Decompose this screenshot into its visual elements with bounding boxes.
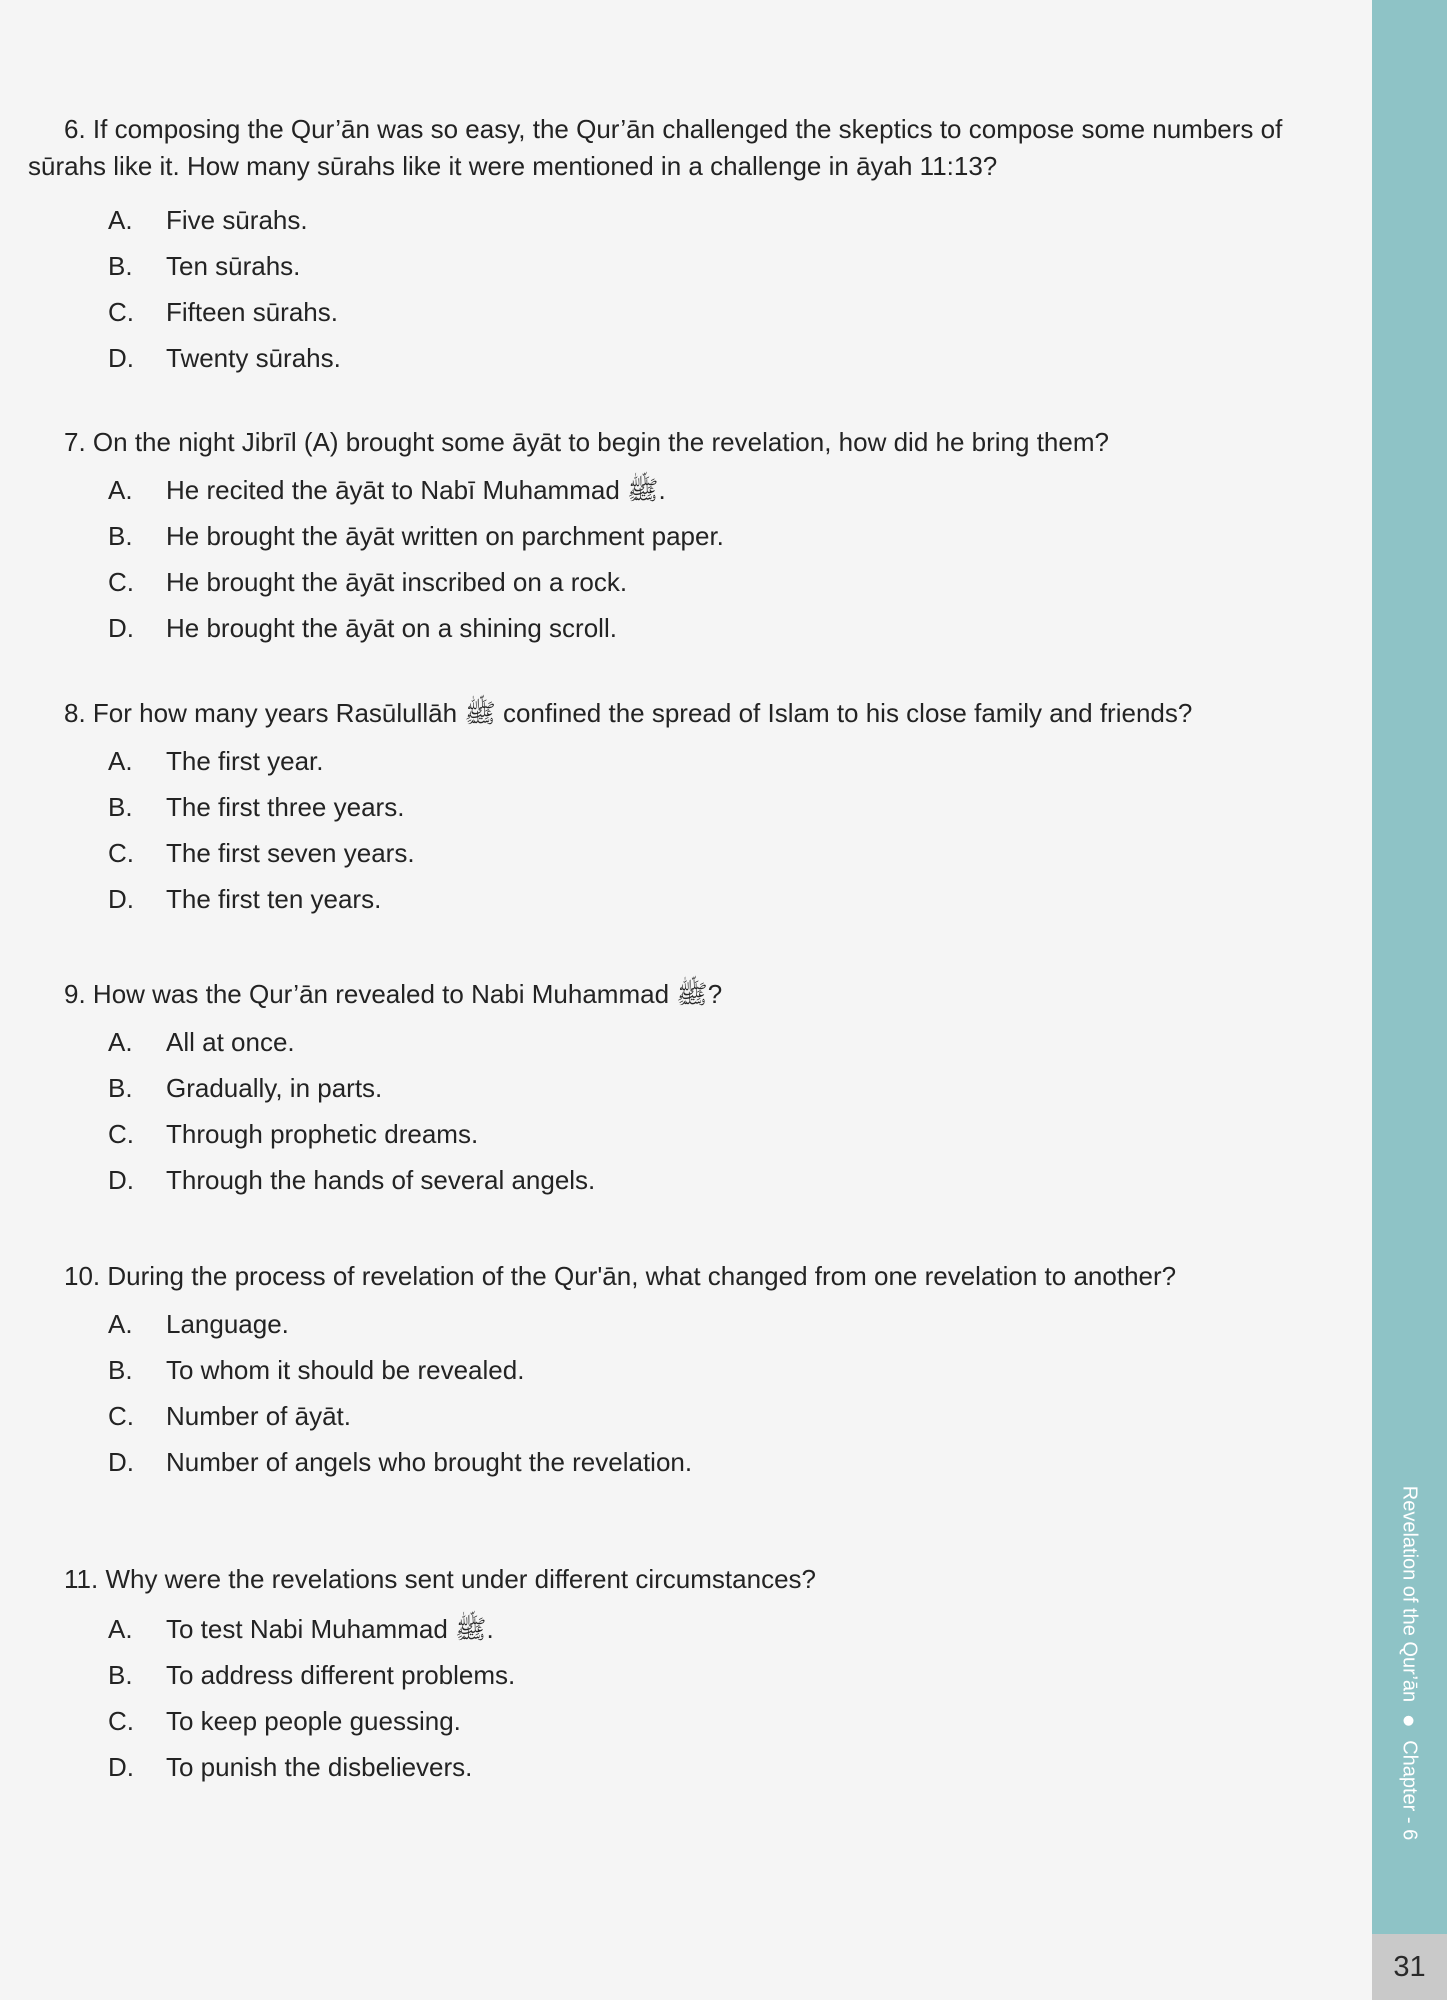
- chapter-title: Revelation of the Qur’ān: [1398, 1485, 1421, 1703]
- option-letter: C.: [108, 1119, 134, 1149]
- option-a[interactable]: [28, 197, 1348, 243]
- option-a[interactable]: [28, 738, 1348, 784]
- option-text: Number of āyāt.: [166, 1401, 351, 1431]
- option-letter: A.: [108, 205, 133, 235]
- option-text: Five sūrahs.: [166, 205, 308, 235]
- option-letter: B.: [108, 792, 133, 822]
- option-text: Gradually, in parts.: [166, 1073, 383, 1103]
- option-text: The first three years.: [166, 792, 405, 822]
- option-letter: D.: [108, 884, 134, 914]
- page-number: 31: [1393, 1950, 1426, 1983]
- answer-options: [28, 1606, 1348, 1790]
- page-number-box: [1372, 1934, 1447, 2000]
- bullet-icon: [1404, 1716, 1414, 1726]
- option-letter: D.: [108, 1165, 134, 1195]
- option-text: All at once.: [166, 1027, 295, 1057]
- option-letter: B.: [108, 1073, 133, 1103]
- option-letter: C.: [108, 297, 134, 327]
- option-b[interactable]: [28, 1065, 1348, 1111]
- option-letter: B.: [108, 251, 133, 281]
- option-text: He brought the āyāt inscribed on a rock.: [166, 567, 628, 597]
- option-a[interactable]: [28, 467, 1348, 513]
- option-a[interactable]: [28, 1019, 1348, 1065]
- option-letter: B.: [108, 521, 133, 551]
- option-b[interactable]: [28, 1652, 1348, 1698]
- answer-options: [28, 738, 1348, 922]
- option-text: Fifteen sūrahs.: [166, 297, 338, 327]
- option-text: Through the hands of several angels.: [166, 1165, 596, 1195]
- question-prompt: On the night Jibrīl (A) brought some āyāt to begin the revelation, how did he bring them?: [92, 427, 1109, 457]
- option-letter: D.: [108, 1752, 134, 1782]
- question-10: [28, 1258, 1348, 1485]
- question-7: [28, 424, 1348, 651]
- option-text: The first seven years.: [166, 838, 415, 868]
- option-text: The first year.: [166, 746, 324, 776]
- option-letter: D.: [108, 1447, 134, 1477]
- option-letter: A.: [108, 1309, 133, 1339]
- question-number: 8.: [64, 698, 86, 728]
- option-letter: A.: [108, 1614, 133, 1644]
- option-letter: D.: [108, 343, 134, 373]
- option-a[interactable]: [28, 1301, 1348, 1347]
- option-text: Through prophetic dreams.: [166, 1119, 479, 1149]
- answer-options: [28, 1019, 1348, 1203]
- question-text: [28, 976, 1348, 1013]
- question-text: [28, 1258, 1348, 1295]
- option-letter: C.: [108, 1401, 134, 1431]
- option-d[interactable]: [28, 335, 1348, 381]
- option-letter: C.: [108, 567, 134, 597]
- option-letter: C.: [108, 1706, 134, 1736]
- answer-options: [28, 1301, 1348, 1485]
- option-b[interactable]: [28, 1347, 1348, 1393]
- option-d[interactable]: [28, 876, 1348, 922]
- option-letter: A.: [108, 1027, 133, 1057]
- option-d[interactable]: [28, 1744, 1348, 1790]
- question-prompt: During the process of revelation of the Qur'ān, what changed from one revelation to another?: [107, 1261, 1177, 1291]
- option-text: To whom it should be revealed.: [166, 1355, 525, 1385]
- question-number: 7.: [64, 427, 86, 457]
- chapter-label: [1398, 1486, 1421, 1841]
- option-letter: C.: [108, 838, 134, 868]
- option-b[interactable]: [28, 784, 1348, 830]
- option-text: He recited the āyāt to Nabī Muhammad ﷺ.: [166, 475, 666, 505]
- option-b[interactable]: [28, 513, 1348, 559]
- question-number: 6.: [64, 114, 86, 144]
- question-prompt: Why were the revelations sent under different circumstances?: [105, 1564, 816, 1594]
- question-prompt: For how many years Rasūlullāh ﷺ confined the spread of Islam to his close family and friends?: [92, 698, 1193, 728]
- option-c[interactable]: [28, 1111, 1348, 1157]
- option-d[interactable]: [28, 1157, 1348, 1203]
- option-c[interactable]: [28, 289, 1348, 335]
- question-6: [28, 111, 1348, 381]
- answer-options: [28, 197, 1348, 381]
- option-text: Ten sūrahs.: [166, 251, 301, 281]
- option-a[interactable]: [28, 1606, 1348, 1652]
- question-number: 9.: [64, 979, 86, 1009]
- option-d[interactable]: [28, 605, 1348, 651]
- option-text: He brought the āyāt on a shining scroll.: [166, 613, 617, 643]
- option-text: To address different problems.: [166, 1660, 516, 1690]
- option-b[interactable]: [28, 243, 1348, 289]
- option-letter: D.: [108, 613, 134, 643]
- option-letter: A.: [108, 746, 133, 776]
- question-9: [28, 976, 1348, 1203]
- option-text: To keep people guessing.: [166, 1706, 461, 1736]
- question-11: [28, 1561, 1348, 1790]
- option-c[interactable]: [28, 559, 1348, 605]
- question-number: 10.: [64, 1261, 101, 1291]
- option-text: Language.: [166, 1309, 289, 1339]
- option-d[interactable]: [28, 1439, 1348, 1485]
- question-text: [28, 111, 1348, 185]
- option-letter: A.: [108, 475, 133, 505]
- option-letter: B.: [108, 1660, 133, 1690]
- option-text: The first ten years.: [166, 884, 382, 914]
- question-text: [28, 1561, 1348, 1598]
- question-8: [28, 695, 1348, 922]
- question-prompt: How was the Qur’ān revealed to Nabi Muhammad ﷺ?: [92, 979, 723, 1009]
- option-letter: B.: [108, 1355, 133, 1385]
- chapter-number: Chapter - 6: [1398, 1740, 1421, 1841]
- option-text: To test Nabi Muhammad ﷺ.: [166, 1614, 494, 1644]
- option-text: Twenty sūrahs.: [166, 343, 341, 373]
- option-text: To punish the disbelievers.: [166, 1752, 473, 1782]
- question-text: [28, 424, 1348, 461]
- option-c[interactable]: [28, 830, 1348, 876]
- answer-options: [28, 467, 1348, 651]
- question-prompt: If composing the Qur’ān was so easy, the Qur’ān challenged the skeptics to compose some numbers of sūrahs like it. How many sūrahs like it were mentioned in a challenge in āyah 11:13?: [28, 114, 1283, 181]
- option-c[interactable]: [28, 1698, 1348, 1744]
- option-text: Number of angels who brought the revelation.: [166, 1447, 693, 1477]
- question-number: 11.: [64, 1564, 99, 1594]
- question-text: [28, 695, 1348, 732]
- option-c[interactable]: [28, 1393, 1348, 1439]
- option-text: He brought the āyāt written on parchment paper.: [166, 521, 724, 551]
